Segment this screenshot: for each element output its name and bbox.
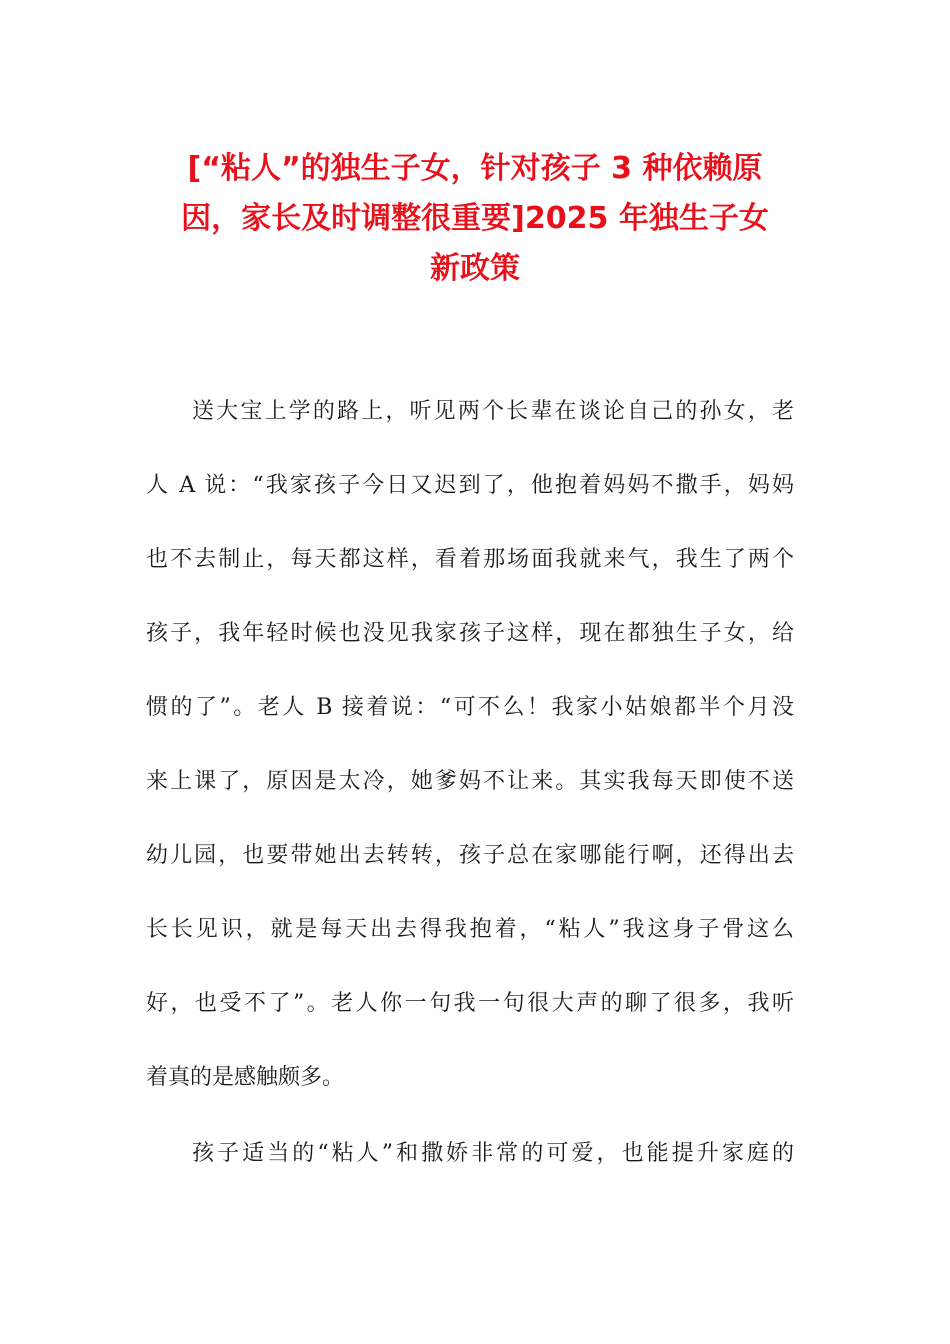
paragraph-line: 送大宝上学的路上，听见两个长辈在谈论自己的孙女，老	[192, 399, 794, 424]
paragraph-line: 也不去制止，每天都这样，看着那场面我就来气，我生了两个	[146, 547, 794, 572]
paragraph-line: 好，也受不了”。老人你一句我一句很大声的聊了很多，我听	[146, 991, 794, 1016]
paragraph-line: 惯的了”。老人 B 接着说：“可不么！我家小姑娘都半个月没	[146, 695, 794, 720]
title-line: [“粘人”的独生子女，针对孩子 3 种依赖原	[187, 151, 763, 186]
document-body	[146, 375, 794, 1193]
title-line: 新政策	[430, 251, 520, 286]
paragraph-line: 人 A 说：“我家孩子今日又迟到了，他抱着妈妈不撒手，妈妈	[146, 473, 794, 498]
document-title	[140, 144, 810, 294]
paragraph-line: 孩子，我年轻时候也没见我家孩子这样，现在都独生子女，给	[146, 621, 794, 646]
paragraph-line: 幼儿园，也要带她出去转转，孩子总在家哪能行啊，还得出去	[146, 843, 794, 868]
paragraph	[146, 1117, 794, 1191]
paragraph-line: 着真的是感触颇多。	[146, 1065, 345, 1090]
title-line: 因，家长及时调整很重要]2025 年独生子女	[181, 201, 769, 236]
paragraph-line: 来上课了，原因是太冷，她爹妈不让来。其实我每天即使不送	[146, 769, 794, 794]
paragraph	[146, 375, 794, 1115]
paragraph-line: 长长见识，就是每天出去得我抱着，“粘人”我这身子骨这么	[146, 917, 794, 942]
paragraph-line: 孩子适当的“粘人”和撒娇非常的可爱，也能提升家庭的	[192, 1141, 794, 1166]
